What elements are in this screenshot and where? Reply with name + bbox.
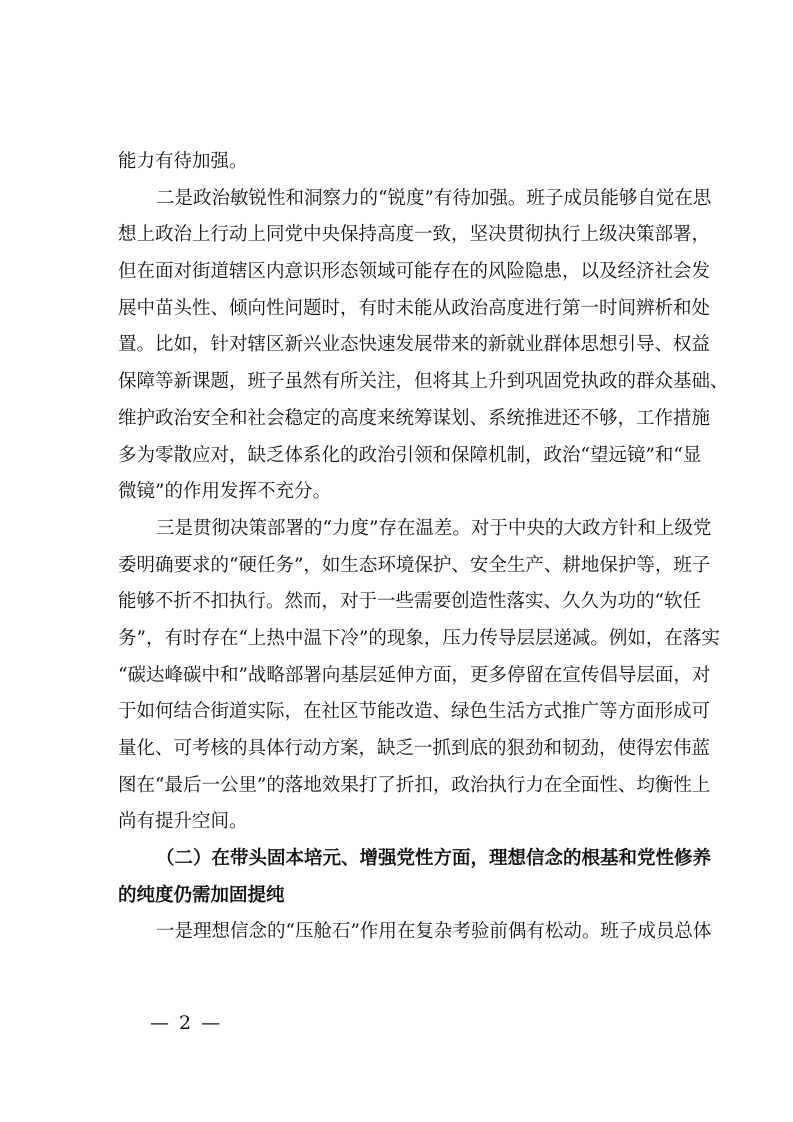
text-line: 二是政治敏锐性和洞察力的“锐度”有待加强。班子成员能够自觉在思 [156, 187, 712, 209]
text-line: 量化、可考核的具体行动方案，缺乏一抓到底的狠劲和韧劲，使得宏伟蓝 [118, 738, 711, 759]
paragraph [118, 511, 720, 841]
paragraph [118, 181, 729, 511]
section-heading [118, 841, 712, 914]
text-line: 展中苗头性、倾向性问题时，有时未能从政治高度进行第一时间辨析和处 [118, 297, 711, 319]
text-line: 保障等新课题，班子虽然有所关注，但将其上升到巩固党执政的群众基础、 [118, 371, 729, 393]
text-line: 于如何结合街道实际，在社区节能改造、绿色生活方式推广等方面形成可 [118, 701, 711, 723]
text-line: 务”，有时存在“上热中温下冷”的现象，压力传导层层递减。例如，在落实 [118, 627, 720, 649]
text-line: 一是理想信念的“压舱石”作用在复杂考验前偶有松动。班子成员总体 [156, 921, 712, 943]
text-line: 委明确要求的“硬任务”，如生态环境保护、安全生产、耕地保护等，班子 [118, 554, 711, 576]
text-line: 想上政治上行动上同党中央保持高度一致，坚决贯彻执行上级决策部署， [118, 224, 711, 246]
text-line: （二）在带头固本培元、增强党性方面，理想信念的根基和党性修养 [156, 848, 712, 870]
text-line: 能够不折不扣执行。然而，对于一些需要创造性落实、久久为功的“软任 [118, 591, 701, 613]
text-line: 三是贯彻决策部署的“力度”存在温差。对于中央的大政方针和上级党 [156, 517, 712, 539]
document-body [118, 144, 729, 951]
text-line: 多为零散应对，缺乏体系化的政治引领和保障机制，政治“望远镜”和“显 [118, 444, 702, 466]
text-line: 微镜”的作用发挥不充分。 [118, 481, 331, 503]
text-line: 能力有待加强。 [118, 151, 248, 172]
text-line: 图在“最后一公里”的落地效果打了折扣，政治执行力在全面性、均衡性上 [118, 774, 711, 796]
text-line: 尚有提升空间。 [118, 811, 248, 833]
text-line: 置。比如，针对辖区新兴业态快速发展带来的新就业群体思想引导、权益 [118, 334, 711, 356]
paragraph [118, 144, 690, 181]
text-line: 的纯度仍需加固提纯 [118, 884, 285, 906]
text-line: “碳达峰碳中和”战略部署向基层延伸方面，更多停留在宣传倡导层面，对 [118, 664, 711, 686]
text-line: 维护政治安全和社会稳定的高度来统筹谋划、系统推进还不够，工作措施 [118, 407, 711, 429]
text-line: 但在面对街道辖区内意识形态领域可能存在的风险隐患，以及经济社会发 [118, 261, 711, 283]
paragraph [118, 914, 712, 951]
page-number: — 2 — [150, 1012, 223, 1034]
